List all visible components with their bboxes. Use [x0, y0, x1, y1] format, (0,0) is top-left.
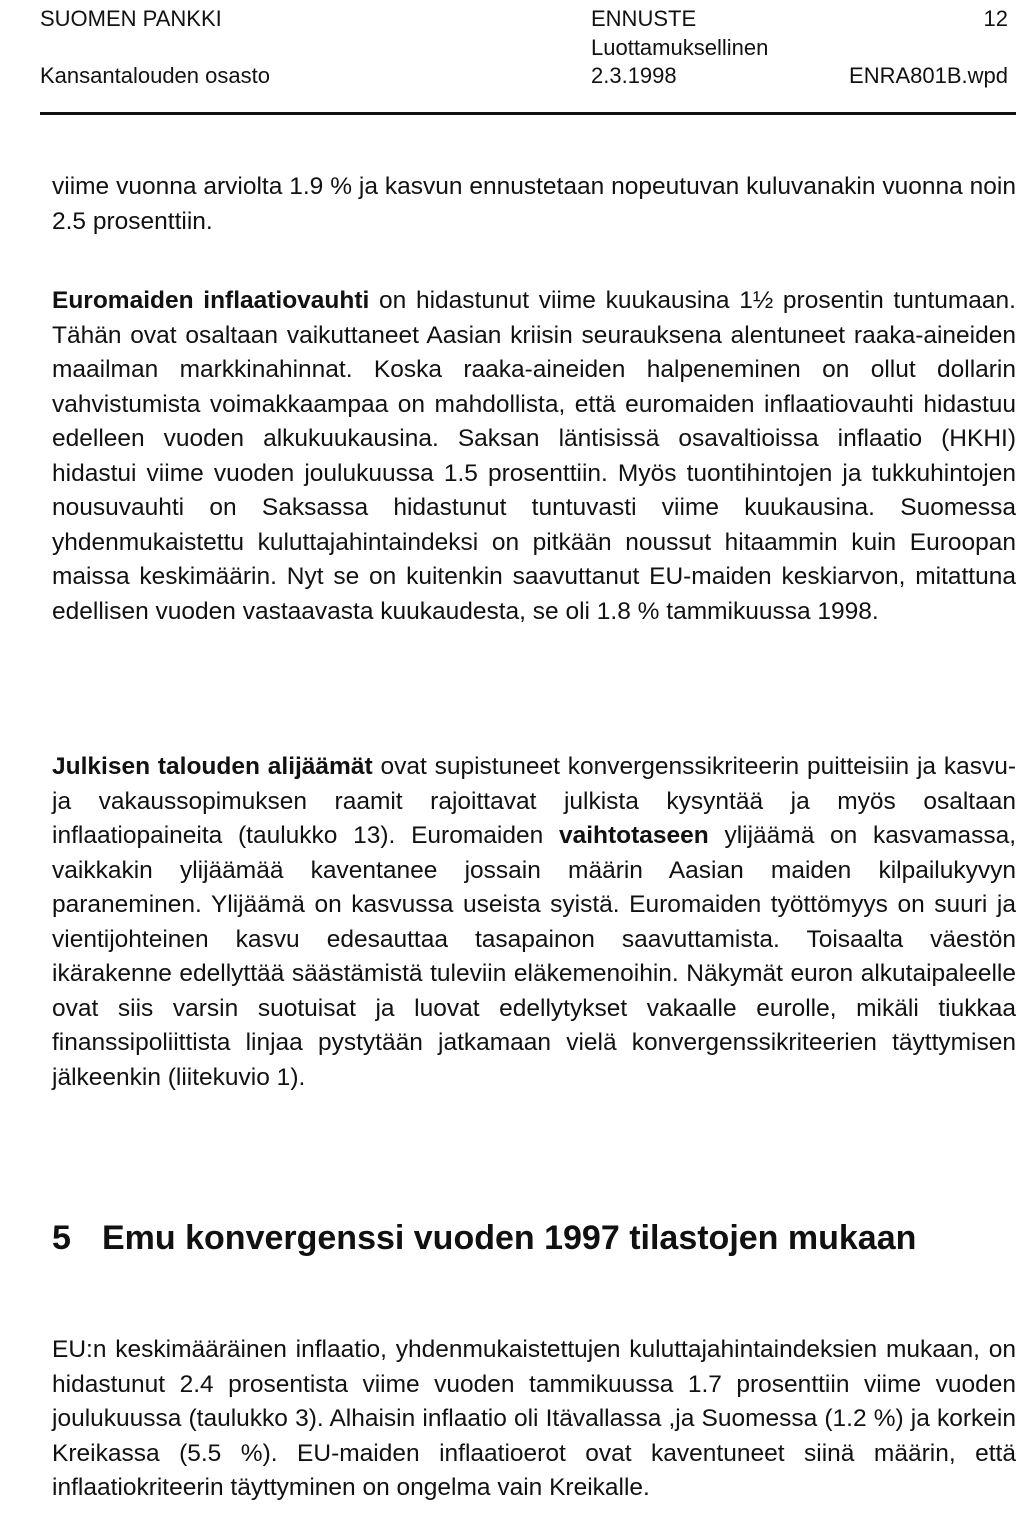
section-heading	[52, 1216, 1016, 1260]
paragraph-text: on hidastunut viime kuukausina 1½ prosentin tuntumaan. Tähän ovat osaltaan vaikuttaneet Aasian kriisin seurauksena alentuneet raaka-aineiden maailman markkinahinnat. Koska raaka-aineiden halpeneminen on ollut dollarin vahvistumista voimakkaampaa on mahdollista, että euromaiden inflaatiovauhti hidastuu edelleen vuoden alkukuukausina. Saksan läntisissä osavaltioissa inflaatio (HKHI) hidastui viime vuoden joulukuussa 1.5 prosenttiin. Myös tuontihintojen ja tukkuhintojen nousuvauhti on Saksassa hidastunut tuntuvasti viime kuukausina. Suomessa yhdenmukaistettu kuluttajahintaindeksi on pitkään noussut hitaammin kuin Euroopan maissa keskimäärin. Nyt se on kuitenkin saavuttanut EU-maiden keskiarvon, mitattuna edellisen vuoden vastaavasta kuukaudesta, se oli 1.8 % tammikuussa 1998.	[52, 287, 1016, 625]
paragraph-text: ylijäämä on kasvamassa, vaikkakin ylijäämää kaventanee jossain määrin Aasian maiden kilpailukyvyn paraneminen. Ylijäämä on kasvussa useista syistä. Euromaiden työttömyys on suuri ja vientijohteinen kasvu edesauttaa tasapainon saavuttamista. Toisaalta väestön ikärakenne edellyttää säästämistä tuleviin eläkemenoihin. Näkymät euron alkutaipaleelle ovat siis varsin suotuisat ja luovat edellytykset vakaalle eurolle, mikäli tiukkaa finanssipoliittista linjaa pystytään jatkamaan vielä konvergenssikriteerien täyttymisen jälkeenkin (liitekuvio 1).	[52, 822, 1016, 1091]
paragraph-lead-term: Julkisen talouden alijäämät	[52, 753, 373, 780]
header-page-number: 12	[983, 6, 1008, 31]
header-doc-type: ENNUSTE	[591, 6, 697, 31]
paragraph-text: viime vuonna arviolta 1.9 % ja kasvun ennustetaan nopeutuvan kuluvanakin vuonna noin 2.5 prosenttiin.	[52, 173, 1016, 235]
section-title: Emu konvergenssi vuoden 1997 tilastojen mukaan	[102, 1219, 917, 1257]
paragraph-public-finances	[52, 750, 1016, 1095]
header-org: SUOMEN PANKKI	[40, 6, 222, 31]
header-filename: ENRA801B.wpd	[849, 63, 1008, 88]
paragraph-lead-term: Euromaiden inflaatiovauhti	[52, 287, 370, 314]
section-number: 5	[52, 1219, 71, 1257]
header-classification: Luottamuksellinen	[591, 35, 769, 60]
paragraph-text: ovat supistuneet konvergenssikriteerin puitteisiin ja kasvu- ja vakaussopimuksen raamit rajoittavat julkista kysyntää ja myös osaltaan inflaatiopaineita (taulukko 13). Euromaiden	[52, 753, 1016, 849]
header-date: 2.3.1998	[591, 63, 677, 88]
header-divider	[40, 112, 1016, 115]
header-department: Kansantalouden osasto	[40, 63, 270, 88]
paragraph-text: EU:n keskimääräinen inflaatio, yhdenmukaistettujen kuluttajahintaindeksien mukaan, on hidastunut 2.4 prosentista viime vuoden tammikuussa 1.7 prosenttiin viime vuoden joulukuussa (taulukko 3). Alhaisin inflaatio oli Itävallassa ,ja Suomessa (1.2 %) ja korkein Kreikassa (5.5 %). EU-maiden inflaatioerot ovat kaventuneet siinä määrin, että inflaatiokriteerin täyttyminen on ongelma vain Kreikalle.	[52, 1336, 1016, 1501]
paragraph-euro-inflation	[52, 284, 1016, 629]
paragraph-eu-inflation	[52, 1333, 1016, 1506]
paragraph-gdp-growth	[52, 170, 1016, 239]
paragraph-bold-term: vaihtotaseen	[558, 822, 709, 849]
